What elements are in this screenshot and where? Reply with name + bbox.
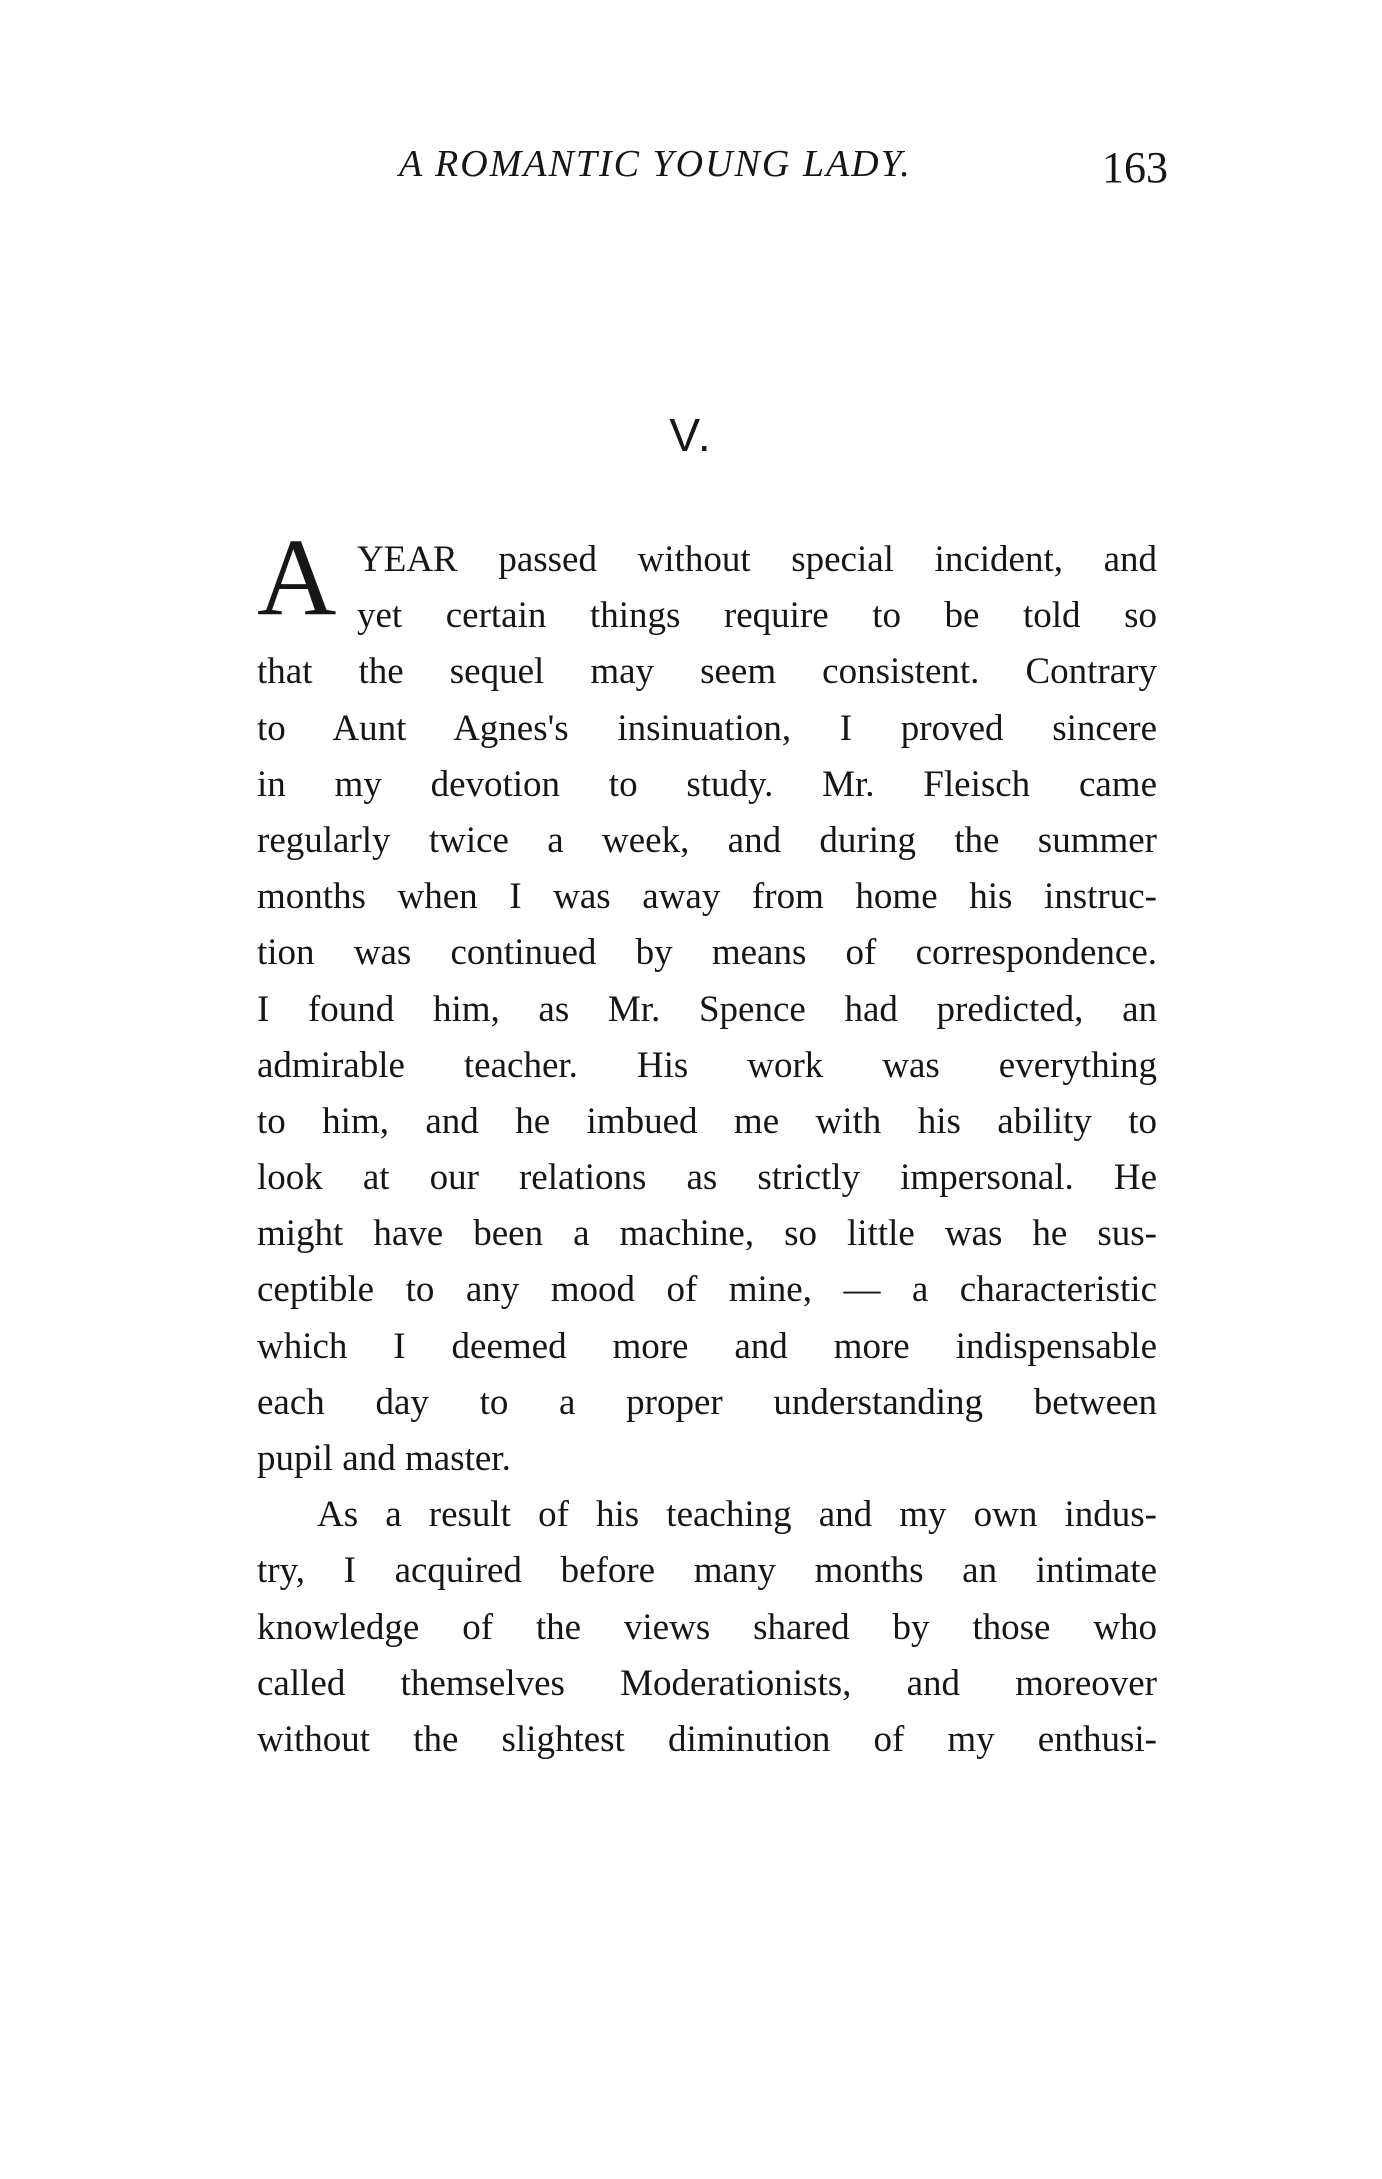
text-line: look at our relations as strictly impersonal. He (257, 1157, 1157, 1199)
text-line: ceptible to any mood of mine, — a characteristic (257, 1269, 1157, 1311)
text-line: to him, and he imbued me with his ability to (257, 1100, 1157, 1142)
text-line: As a result of his teaching and my own indus- (317, 1494, 1157, 1536)
text-line: YEAR passed without special incident, and (357, 539, 1157, 580)
text-line: try, I acquired before many months an intimate (257, 1550, 1157, 1592)
body-text (257, 532, 1157, 1768)
text-line: tion was continued by means of correspondence. (257, 932, 1157, 974)
text-line: called themselves Moderationists, and moreover (257, 1662, 1157, 1704)
running-title: A ROMANTIC YOUNG LADY. (399, 143, 912, 185)
page-number: 163 (1102, 143, 1168, 192)
text-line: to Aunt Agnes's insinuation, I proved sincere (257, 707, 1157, 749)
text-line: that the sequel may seem consistent. Contrary (257, 651, 1157, 693)
text-line: regularly twice a week, and during the summer (257, 819, 1157, 861)
text-line: in my devotion to study. Mr. Fleisch came (257, 763, 1157, 805)
text-line: I found him, as Mr. Spence had predicted, an (257, 988, 1157, 1030)
text-line: months when I was away from home his instruc- (257, 876, 1157, 918)
text-line: knowledge of the views shared by those who (257, 1606, 1157, 1648)
text-line: which I deemed more and more indispensable (257, 1325, 1157, 1367)
paragraph-2 (257, 1487, 1157, 1768)
chapter-heading: V. (669, 409, 713, 461)
text-line: without the slightest diminution of my enthusi- (257, 1718, 1157, 1760)
text-line: yet certain things require to be told so (357, 595, 1157, 637)
text-line: might have been a machine, so little was he sus- (257, 1213, 1157, 1255)
paragraph-1 (257, 532, 1157, 1487)
text-line: pupil and master. (257, 1438, 511, 1479)
text-line: each day to a proper understanding between (257, 1381, 1157, 1423)
running-head (256, 142, 1168, 202)
text-line: admirable teacher. His work was everything (257, 1044, 1157, 1086)
drop-cap: A (257, 516, 337, 638)
